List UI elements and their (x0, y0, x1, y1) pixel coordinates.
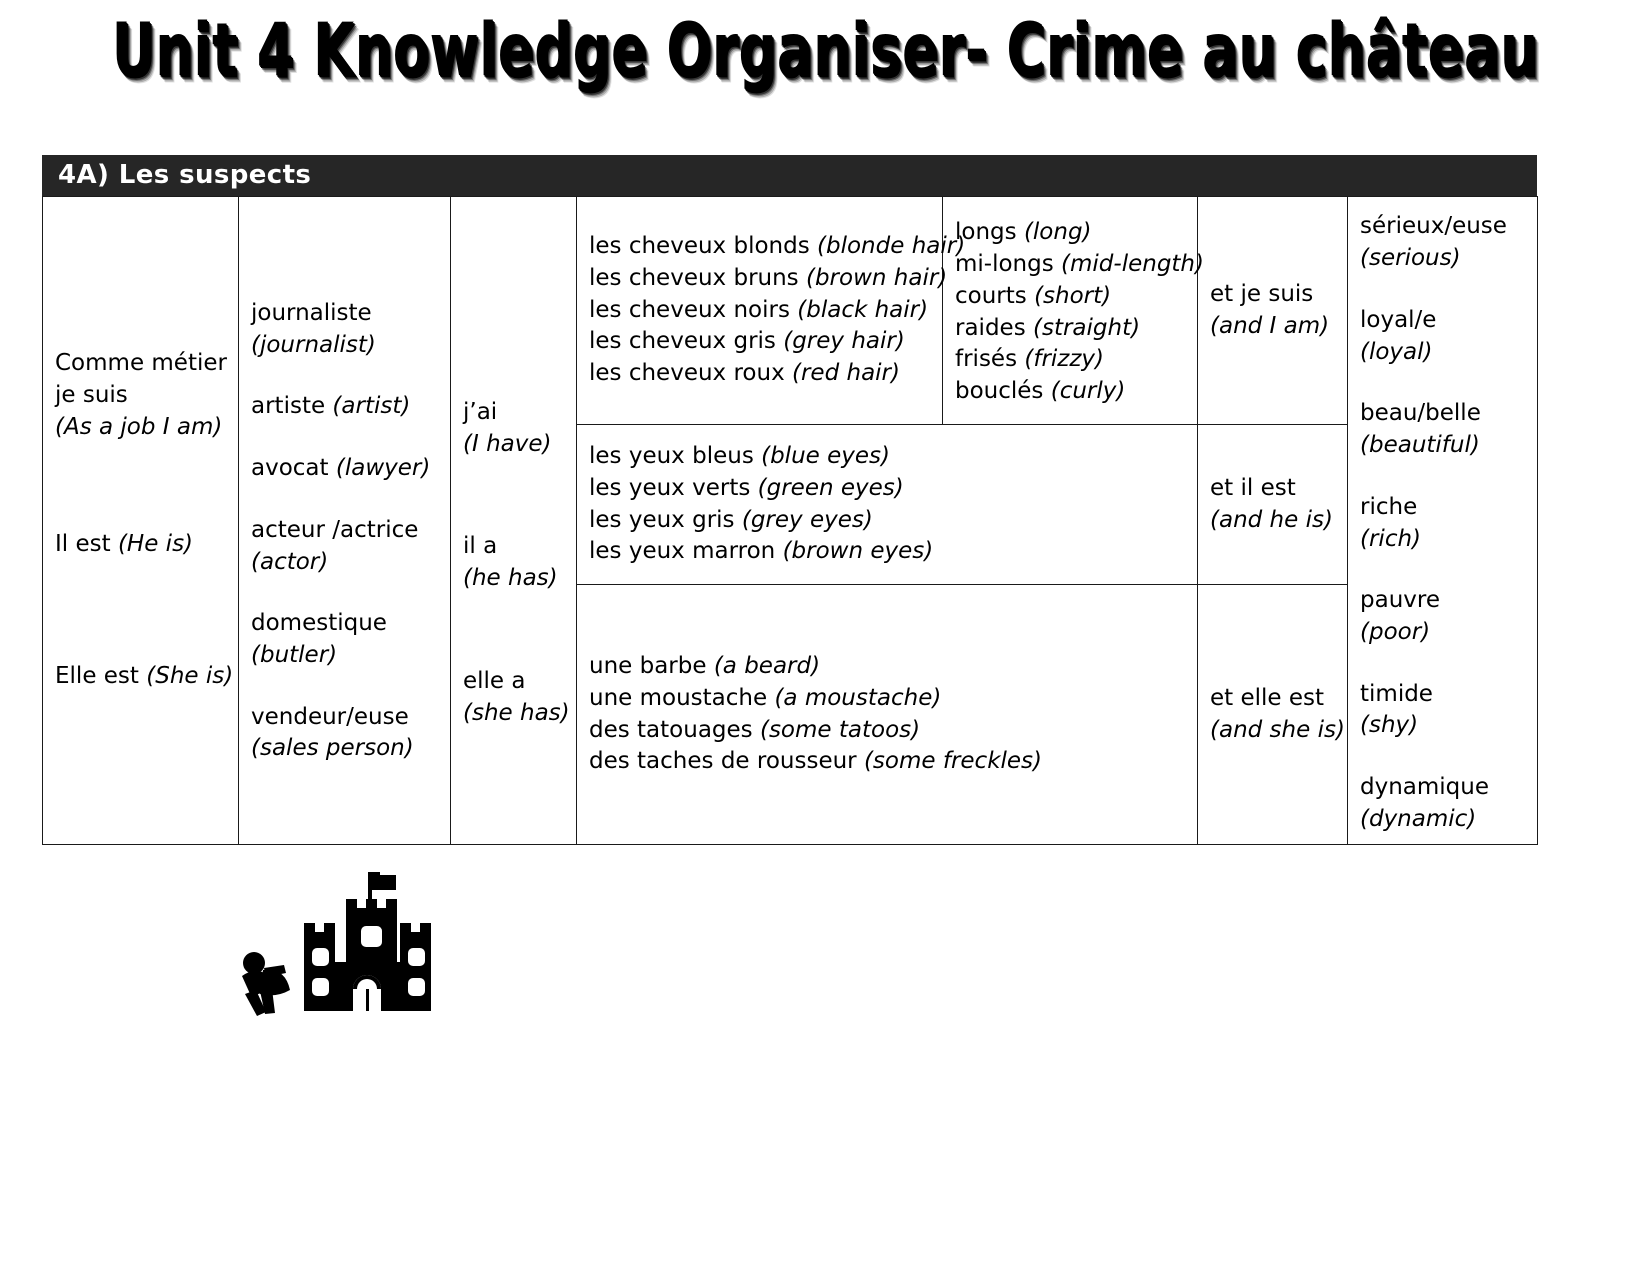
subject-en-2: (He is) (117, 531, 194, 558)
subject-fr-1b: je suis (55, 381, 128, 408)
hair-style-fr-6: bouclés (955, 377, 1051, 404)
hair-style-list (955, 217, 1204, 407)
job-en-5: (butler) (251, 641, 338, 668)
adjective-item (1360, 679, 1527, 742)
eyes-fr-2: les yeux verts (589, 474, 758, 501)
section-heading-bar (42, 155, 1537, 196)
hair-style-fr-3: courts (955, 282, 1035, 309)
subject-en-1: (As a job I am) (55, 413, 223, 440)
page-title-container (0, 8, 1650, 93)
job-fr-1: journaliste (251, 299, 372, 326)
hair-colour-en-5: (red hair) (792, 360, 900, 387)
eyes-en-2: (green eyes) (757, 474, 904, 501)
hair-colour-fr-2: les cheveux bruns (589, 264, 806, 291)
subject-block-1 (55, 348, 228, 443)
feature-fr-2: une moustache (589, 684, 775, 711)
hair-colour-fr-4: les cheveux gris (589, 328, 784, 355)
avoir-item (463, 531, 566, 594)
job-item (251, 702, 440, 765)
avoir-en-1: (I have) (463, 431, 552, 458)
avoir-item (463, 666, 570, 729)
avoir-fr-2: il a (463, 532, 498, 559)
hair-colour-list (589, 231, 966, 390)
adjective-fr-4: riche (1360, 493, 1418, 520)
adjective-item (1360, 305, 1527, 368)
castle-flag-top (372, 872, 380, 878)
adjective-item (1360, 585, 1527, 648)
hair-style-en-2: (mid-length) (1061, 251, 1204, 278)
avoir-en-3: (she has) (463, 699, 570, 726)
feature-fr-1: une barbe (589, 653, 714, 680)
eyes-en-1: (blue eyes) (761, 443, 890, 470)
eyes-fr-1: les yeux bleus (589, 443, 762, 470)
adjective-en-4: (rich) (1360, 525, 1422, 552)
etre-fr-1: et je suis (1210, 280, 1314, 307)
job-en-3: (lawyer) (335, 455, 431, 482)
hair-colour-en-4: (grey hair) (783, 328, 905, 355)
burglar-head (243, 952, 265, 974)
cell-eyes (577, 425, 1198, 585)
adjective-fr-5: pauvre (1360, 587, 1440, 614)
job-item (251, 608, 440, 671)
eyes-list (589, 441, 1187, 568)
feature-fr-3: des tatouages (589, 716, 760, 743)
hair-colour-fr-5: les cheveux roux (589, 360, 792, 387)
hair-colour-fr-1: les cheveux blonds (589, 233, 818, 260)
etre-en-1: (and I am) (1210, 312, 1330, 339)
castle-right-tower (400, 923, 431, 1011)
castle-left-window-bottom (312, 978, 329, 996)
castle-with-burglar-icon (228, 858, 468, 1023)
page-title: Unit 4 Knowledge Organiser- Crime au château (111, 8, 1539, 93)
eyes-en-3: (grey eyes) (741, 506, 873, 533)
subject-block-3 (55, 661, 234, 693)
etre-fr-2: et il est (1210, 474, 1296, 501)
feature-en-1: (a beard) (713, 653, 821, 680)
table-row (43, 197, 1538, 425)
hair-colour-en-3: (black hair) (797, 296, 929, 323)
feature-en-3: (some tatoos) (759, 716, 921, 743)
knowledge-organiser-table-container (42, 155, 1537, 845)
castle-left-tower (304, 923, 335, 1011)
hair-style-fr-5: frisés (955, 346, 1025, 373)
hair-colour-fr-3: les cheveux noirs (589, 296, 798, 323)
adjective-fr-1: sérieux/euse (1360, 213, 1507, 240)
avoir-en-2: (he has) (463, 564, 558, 591)
cell-subject-pronouns (43, 197, 239, 845)
job-item (251, 298, 440, 361)
cell-hair-colours (577, 197, 966, 425)
job-en-6: (sales person) (251, 735, 414, 762)
cell-hair-styles (943, 197, 1204, 425)
cell-etre-je-suis (1198, 197, 1348, 425)
adjective-fr-2: loyal/e (1360, 306, 1437, 333)
adjective-en-6: (shy) (1360, 712, 1419, 739)
eyes-fr-4: les yeux marron (589, 538, 783, 565)
hair-style-en-3: (short) (1034, 282, 1112, 309)
eyes-fr-3: les yeux gris (589, 506, 742, 533)
cell-jobs (239, 197, 451, 845)
hair-style-en-5: (frizzy) (1024, 346, 1105, 373)
adjective-en-7: (dynamic) (1360, 805, 1477, 832)
hair-style-fr-1: longs (955, 219, 1024, 246)
hair-style-fr-2: mi-longs (955, 251, 1062, 278)
feature-en-2: (a moustache) (774, 684, 942, 711)
feature-en-4: (some freckles) (863, 748, 1043, 775)
adjective-item (1360, 211, 1527, 274)
features-list (589, 651, 1187, 778)
hair-style-fr-4: raides (955, 314, 1033, 341)
adjective-fr-7: dynamique (1360, 774, 1490, 801)
adjective-item (1360, 492, 1527, 555)
adjective-item (1360, 398, 1527, 461)
hair-colour-en-2: (brown hair) (805, 264, 948, 291)
castle-left-window-top (312, 948, 329, 966)
job-en-1: (journalist) (251, 331, 376, 358)
job-item (251, 391, 440, 423)
cell-features (577, 585, 1198, 845)
cell-etre-elle-est (1198, 585, 1348, 845)
adjective-fr-6: timide (1360, 680, 1433, 707)
job-item (251, 515, 440, 578)
suspects-table (42, 196, 1538, 845)
job-fr-2: artiste (251, 393, 333, 420)
subject-fr-1: Comme métier (55, 350, 227, 377)
adjective-en-5: (poor) (1360, 618, 1431, 645)
cell-avoir-forms (451, 197, 577, 845)
avoir-fr-3: elle a (463, 668, 526, 695)
avoir-fr-1: j’ai (463, 399, 498, 426)
eyes-en-4: (brown eyes) (782, 538, 934, 565)
hair-style-en-1: (long) (1023, 219, 1092, 246)
etre-en-3: (and she is) (1210, 716, 1345, 743)
hair-colour-en-1: (blonde hair) (817, 233, 966, 260)
job-item (251, 453, 440, 485)
castle-right-window-top (408, 948, 425, 966)
hair-style-en-6: (curly) (1050, 377, 1126, 404)
subject-en-3: (She is) (146, 663, 234, 690)
adjective-en-3: (beautiful) (1360, 432, 1480, 459)
cell-adjectives (1348, 197, 1538, 845)
castle-right-window-bottom (408, 978, 425, 996)
section-heading-label: 4A) Les suspects (58, 160, 312, 190)
job-en-2: (artist) (332, 393, 411, 420)
hair-style-en-4: (straight) (1032, 314, 1141, 341)
castle-keep-window (361, 926, 382, 947)
etre-fr-3: et elle est (1210, 684, 1325, 711)
etre-en-2: (and he is) (1210, 506, 1333, 533)
avoir-item (463, 397, 566, 460)
job-en-4: (actor) (251, 548, 329, 575)
cell-etre-il-est (1198, 425, 1348, 585)
job-fr-5: domestique (251, 610, 387, 637)
feature-fr-4: des taches de rousseur (589, 748, 864, 775)
castle-with-burglar-icon-container (228, 858, 468, 1023)
subject-block-2 (55, 529, 228, 561)
job-fr-3: avocat (251, 455, 336, 482)
subject-fr-2: Il est (55, 531, 118, 558)
adjective-item (1360, 772, 1527, 835)
castle-gate-divider (366, 989, 369, 1011)
job-fr-4: acteur /actrice (251, 516, 419, 543)
adjective-fr-3: beau/belle (1360, 400, 1481, 427)
adjective-en-1: (serious) (1360, 245, 1461, 272)
adjective-en-2: (loyal) (1360, 338, 1433, 365)
job-fr-6: vendeur/euse (251, 703, 409, 730)
subject-fr-3: Elle est (55, 663, 147, 690)
